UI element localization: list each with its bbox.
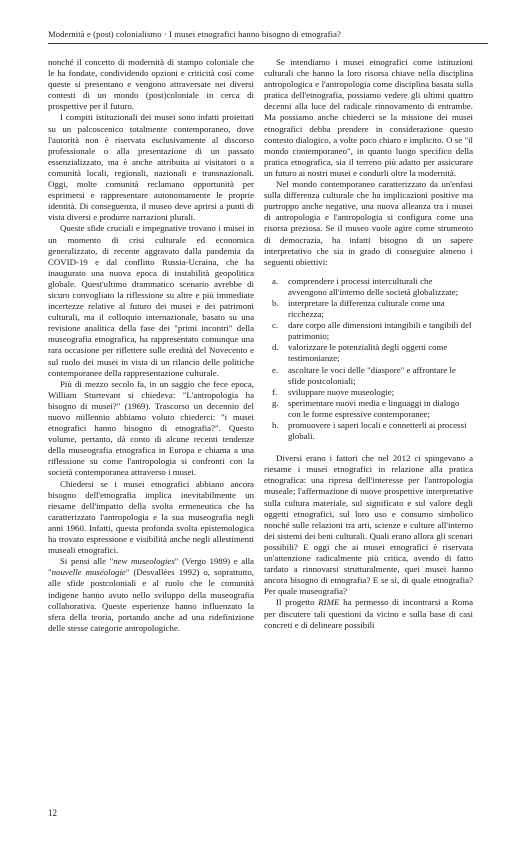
italic-term: nouvelle muséologie [51, 567, 126, 578]
list-item [264, 276, 473, 298]
right-column [264, 57, 473, 631]
list-item [264, 365, 473, 387]
text-run: ha permesso di incontrarsi a Roma per discutere tali questioni da vicino e sulla base di casi concreti e di delineare possibili [264, 597, 473, 630]
list-item-text: sperimentare nuovi media e linguaggi in dialogo con le forme espressive contemporanee; [288, 397, 460, 419]
list-marker: g. [272, 397, 279, 408]
list-item [264, 298, 473, 320]
objectives-list [264, 276, 473, 442]
list-marker: e. [272, 364, 279, 375]
text-run: Si pensi alle " [60, 556, 114, 567]
body-paragraph: Chiedersi se i musei etnografici abbiano ancora bisogno dell'etnografia implica inevitabilmente un riesame dell'impatto della svolta ermeneutica che ha caratterizzato l'antropologia e la sua museografia negli anni 1960. Infatti, questa profonda svolta epistemologica ha trovato espressione e visibilità anche negli allestimenti museali etnografici. [48, 478, 254, 556]
body-paragraph: Nel mondo contemporaneo caratterizzato da un'enfasi sulla differenza culturale che ha implicazioni positive ma purtroppo anche negative, una nuova alleanza tra i musei di antropologia e l'antropologia si configura come una risorsa preziosa. Se il museo vuole agire come strumento di democrazia, ha infatti bisogno di un sapere interpretativo che sia in grado di conseguire almeno i seguenti obiettivi: [264, 179, 473, 267]
list-marker: h. [272, 420, 279, 430]
body-paragraph-museologies [48, 556, 254, 634]
list-item-text: ascoltare le voci delle "diaspore" e affrontare le sfide postcoloniali; [288, 364, 456, 386]
body-paragraph: I compiti istituzionali dei musei sono infatti proiettati su un palcoscenico totalmente contemporaneo, dove l'autorità non è riservata esclusivamente al discorso professionale o alla presentazione di un passato essenzializzato, ma è anche attribuita ai visitatori o a comunità locali, regionali, nazionali e transnazionali. Oggi, molte comunità reclamano opportunità per esprimersi e rappresentare autonomamente le proprie identità. Di conseguenza, il museo deve aprirsi a punti di vista diversi e produrre narrazioni plurali. [48, 112, 254, 223]
italic-term: new museologies [113, 556, 175, 567]
body-paragraph: Se intendiamo i musei etnografici come istituzioni culturali che hanno la loro risorsa chiave nella disciplina antropologica e l'antropologia come disciplina basata sulla pratica dell'etnografia, possiamo vedere gli ultimi quattro decenni alla luce del radicale rinnovamento di entrambe. Ma possiamo anche chiederci se la missione dei musei etnografici debba prendere in considerazione questo contesto dialogico, a volte poco chiaro e implicito. O se "il mondo contemporaneo", in quanto luogo specifico della pratica etnografica, sia il terreno più adatto per assicurare un futuro ai nostri musei e condurli oltre la modernità. [264, 57, 473, 178]
text-run: " (Vergo 1989) e alla " [48, 556, 254, 578]
list-marker: c. [272, 320, 279, 331]
text-run: " (Desvallées 1992) o, soprattutto, alle sfide postcoloniali e al ruolo che le comunità indigene hanno avuto nello sviluppo della museografia collaborativa. Queste esperienze hanno influenzato la sfera della teoria, portando anche ad una ridefinizione delle stesse categorie antropologiche. [48, 567, 254, 633]
list-item [264, 320, 473, 342]
list-item [264, 420, 473, 442]
list-marker: b. [272, 297, 279, 308]
text-run: Il progetto [276, 597, 319, 608]
list-item-text: dare corpo alle dimensioni intangibili e tangibili del patrimonio; [288, 320, 472, 342]
body-paragraph: Più di mezzo secolo fa, in un saggio che fece epoca, William Sturtevant si chiedeva: "L'antropologia ha bisogno di musei?" (1969). Trascorso un decennio del nuovo millennio abbiamo voluto chiederci: "i musei etnografici hanno bisogno di etnografia?". Questo volume, pertanto, dà conto di alcune recenti tendenze della museografia etnografica in Europa e chiama a una riflessione su come l'antropologia si confronti con la società contemporanea attraverso i musei. [48, 378, 254, 478]
italic-term: RIME [318, 597, 340, 608]
list-item [264, 387, 473, 398]
list-item [264, 398, 473, 420]
list-marker: f. [272, 386, 278, 397]
list-item-text: interpretare la differenza culturale come una ricchezza; [288, 297, 445, 320]
list-marker: a. [272, 275, 279, 286]
list-item-text: sviluppare nuove museologie; [288, 386, 395, 397]
list-marker: d. [272, 342, 279, 353]
list-item-text: comprendere i processi interculturali che avvengono all'interno delle società globalizzate; [288, 275, 459, 297]
body-paragraph: nonché il concetto di modernità di stampo coloniale che le ha fondate, condividendo opzioni e criticità così come queste si presentano e vengono attraversate nei diversi contesti di un mondo (post)coloniale in cerca di prospettive per il futuro. [48, 57, 254, 112]
body-paragraph: Queste sfide cruciali e impegnative trovano i musei in un momento di crisi culturale ed economica generalizzato, di recente aggravato dalla pandemia da COVID-19 e dal conflitto Russia-Ucraina, che ha inaugurato una nuova epoca di instabilità geopolitica globale. Quest'ultimo drammatico scenario avrebbe di sicuro convogliato la riflessione su altre e più immediate incertezze relative al futuro dei musei e dei patrimoni culturali, ma il colloquio internazionale, basato su una revisione analitica della fase dei "primi incontri" della museografia etnografica, ha rappresentato comunque una rara occasione per riflettere sulle eredità del Novecento e sul ruolo dei musei in vista di un rilancio delle politiche contemporanee della rappresentazione culturale. [48, 223, 254, 378]
list-item-text: valorizzare le potenzialità degli oggetti come testimonianze; [288, 342, 448, 364]
header-rule [48, 43, 488, 44]
running-header: Modernità e (post) colonialismo · I musei etnografici hanno bisogno di etnografia? [48, 29, 341, 39]
page-number: 12 [48, 808, 57, 818]
body-paragraph-rime [264, 597, 473, 630]
body-paragraph: Diversi erano i fattori che nel 2012 ci spingevano a riesame i musei etnografici in relazione alla pratica etnografica: una ripresa dell'interesse per l'antropologia museale; l'affermazione di nuove prospettive interpretative sulla cultura materiale, sul significato e sul valore degli oggetti etnografici, sul loro uso e consumo simbolico nonché sulle relazioni tra arti, scienze e culture all'interno dei sistemi dei beni culturali. Quali erano allora gli scenari possibili? E oggi che ai musei etnografici è riservata un'attenzione radicalmente più critica, avendo di fatto tardato a rinnovarsi strutturalmente, quei musei hanno ancora bisogno di etnografia? E se sì, di quale etnografia? Per quale museografia? [264, 453, 473, 597]
list-item [264, 342, 473, 364]
left-column [48, 57, 254, 634]
list-item-text: promuovere i saperi locali e connetterli ai processi globali. [288, 420, 467, 442]
